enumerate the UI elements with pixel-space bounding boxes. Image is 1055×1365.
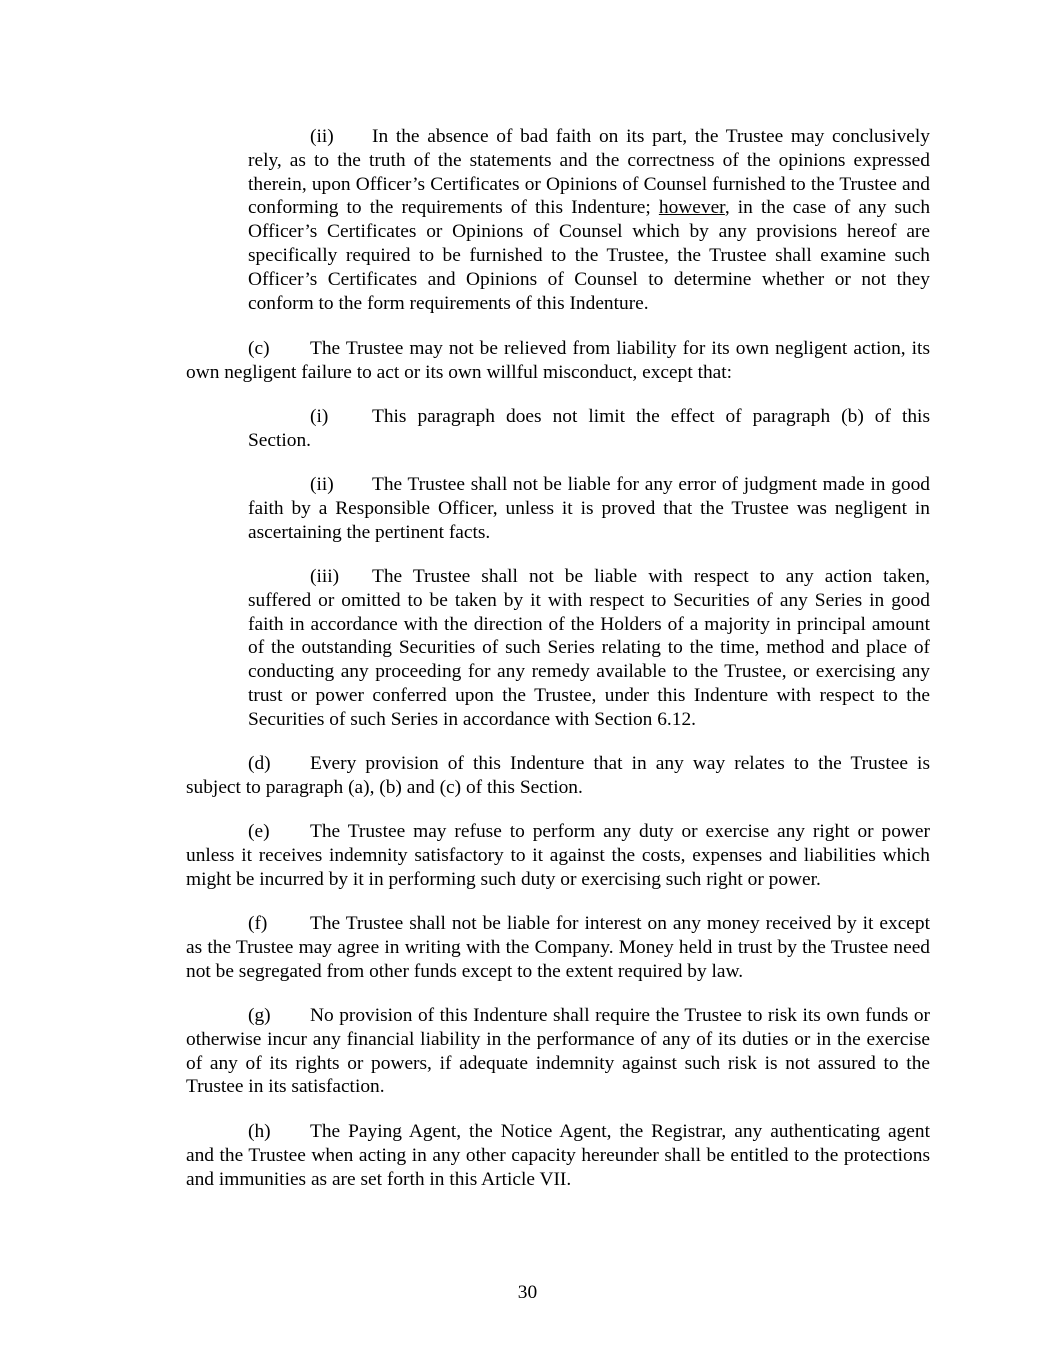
underlined-term: however bbox=[658, 197, 725, 219]
clause-c-ii bbox=[248, 473, 930, 544]
clause-text: The Trustee shall not be liable for interest on any money received by it except as the Trustee may agree in writing with the Company. Money held in trust by the Trustee need not be segregated from other funds except to the extent required by law. bbox=[186, 913, 930, 982]
clause-label: (iii) bbox=[310, 566, 340, 587]
clause-text: Every provision of this Indenture that in any way relates to the Trustee is subject to paragraph (a), (b) and (c) of this Section. bbox=[186, 753, 930, 798]
clause-label: (ii) bbox=[310, 126, 334, 147]
clause-c-i bbox=[248, 405, 930, 453]
clause-b-ii bbox=[248, 125, 930, 315]
clause-text: The Trustee shall not be liable for any error of judgment made in good faith by a Responsible Officer, unless it is proved that the Trustee was negligent in ascertaining the pertinent facts. bbox=[248, 474, 930, 543]
clause-text: The Trustee may not be relieved from liability for its own negligent action, its own negligent failure to act or its own willful misconduct, except that: bbox=[186, 338, 930, 383]
clause-c bbox=[186, 337, 930, 385]
clause-h bbox=[186, 1120, 930, 1191]
clause-label: (h) bbox=[248, 1121, 271, 1142]
clause-text: No provision of this Indenture shall require the Trustee to risk its own funds or otherwise incur any financial liability in the performance of any of its duties or in the exercise of any of its rights or powers, if adequate indemnity against such risk is not assured to the Trustee in its satisfaction. bbox=[186, 1005, 930, 1098]
clause-d bbox=[186, 752, 930, 800]
clause-text: In the absence of bad faith on its part, the Trustee may conclusively rely, as to the truth of the statements and the correctness of the opinions expressed therein, upon Officer’s Certificates or Opinions of Counsel furnished to the Trustee and conforming to the requirements of this Indenture; bbox=[248, 126, 930, 219]
clause-text: The Trustee shall not be liable with respect to any action taken, suffered or omitted to be taken by it with respect to Securities of any Series in good faith in accordance with the direction of the Holders of a majority in principal amount of the outstanding Securities of such Series relating to the time, method and place of conducting any proceeding for any remedy available to the Trustee, or exercising any trust or power conferred upon the Trustee, under this Indenture with respect to the Securities of such Series in accordance with Section 6.12. bbox=[248, 566, 930, 730]
clause-c-iii bbox=[248, 565, 930, 732]
clause-e bbox=[186, 820, 930, 891]
clause-text: The Paying Agent, the Notice Agent, the Registrar, any authenticating agent and the Trustee when acting in any other capacity hereunder shall be entitled to the protections and immunities as are set forth in this Article VII. bbox=[186, 1121, 930, 1190]
clause-text: The Trustee may refuse to perform any duty or exercise any right or power unless it receives indemnity satisfactory to it against the costs, expenses and liabilities which might be incurred by it in performing such duty or exercising such right or power. bbox=[186, 821, 930, 890]
clause-label: (d) bbox=[248, 753, 271, 774]
page-number: 30 bbox=[517, 1282, 538, 1303]
clause-label: (g) bbox=[248, 1005, 271, 1026]
clause-text: This paragraph does not limit the effect of paragraph (b) of this Section. bbox=[248, 406, 930, 451]
clause-label: (e) bbox=[248, 821, 270, 842]
clause-label: (i) bbox=[310, 406, 329, 427]
clause-g bbox=[186, 1004, 930, 1099]
clause-text-continued: , in the case of any such Officer’s Certificates or Opinions of Counsel which by any provisions hereof are specifically required to be furnished to the Trustee, the Trustee shall examine such Officer’s Certificates and Opinions of Counsel to determine whether or not they conform to the form requirements of this Indenture. bbox=[248, 197, 931, 314]
clause-label: (f) bbox=[248, 913, 268, 934]
clause-f bbox=[186, 912, 930, 983]
clause-label: (ii) bbox=[310, 474, 334, 495]
clause-label: (c) bbox=[248, 338, 270, 359]
